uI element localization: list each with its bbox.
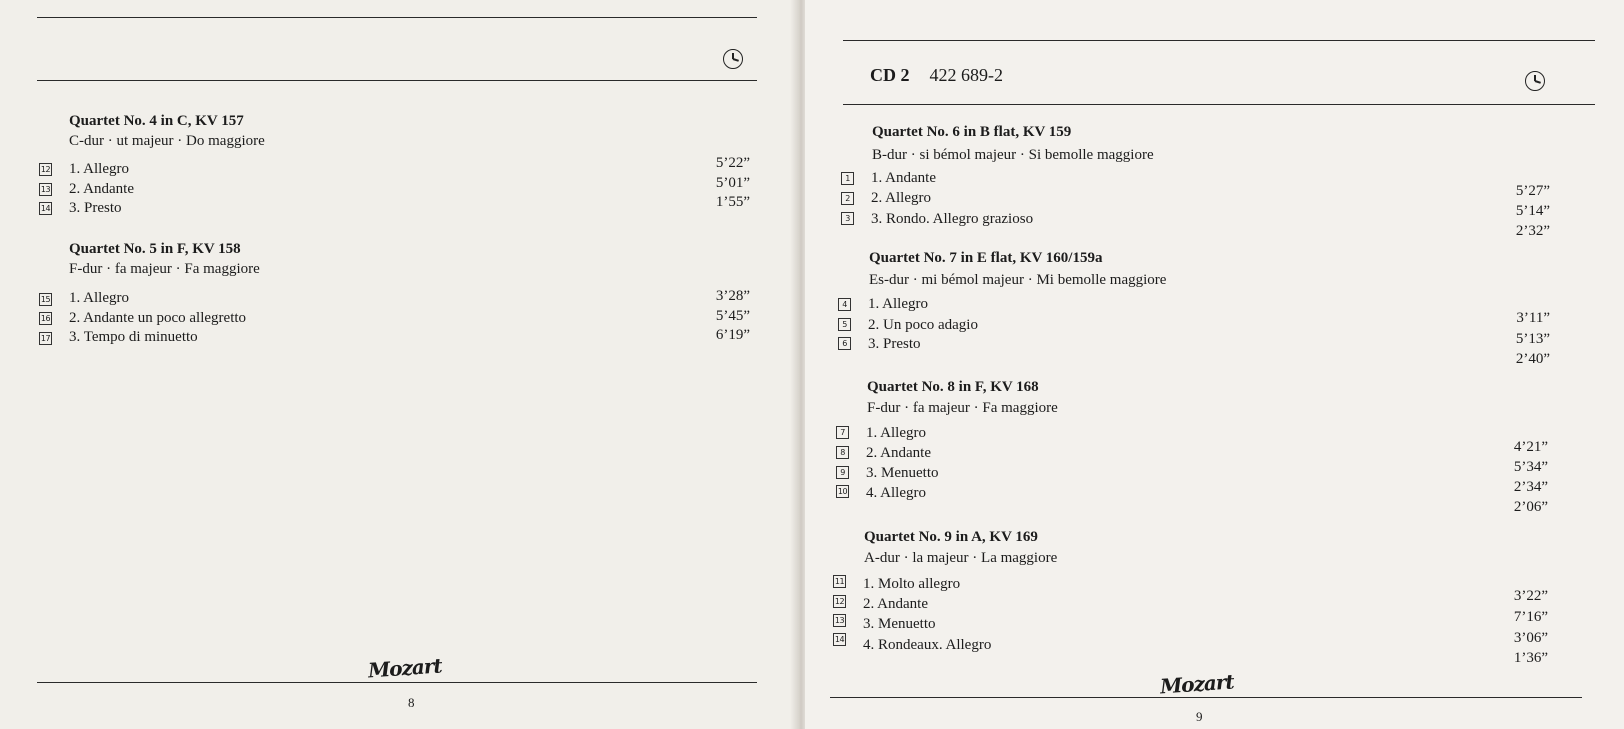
track-title: 4. Rondeaux. Allegro [863, 637, 992, 653]
footer-rule [830, 697, 1582, 698]
track-duration: 6’19” [715, 327, 750, 343]
header-rule [37, 80, 757, 81]
track-duration: 2’32” [1515, 223, 1550, 239]
footer-rule [37, 682, 757, 683]
track-number: 3 [841, 212, 854, 225]
track-duration: 5’27” [1515, 183, 1550, 199]
track-title: 1. Allegro [69, 290, 129, 306]
track-duration: 5’14” [1515, 203, 1550, 219]
track-duration: 3’11” [1516, 310, 1550, 326]
track-title: 1. Allegro [866, 425, 926, 441]
track-title: 2. Andante [866, 445, 931, 461]
quartet-keys: F-dur · fa majeur · Fa maggiore [69, 261, 260, 277]
track-number: 17 [40, 334, 51, 343]
track-number: 9 [836, 466, 849, 479]
track-number: 4 [838, 298, 851, 311]
quartet-title: Quartet No. 5 in F, KV 158 [69, 241, 241, 257]
track-number: 6 [838, 337, 851, 350]
track-title: 2. Allegro [871, 190, 931, 206]
track-title: 1. Allegro [69, 161, 129, 177]
track-title: 1. Allegro [868, 296, 928, 312]
track-number: 2 [841, 192, 854, 205]
page-number: 8 [408, 695, 415, 710]
cd-header [870, 65, 1003, 86]
track-number: 5 [838, 318, 851, 331]
track-title: 2. Andante [69, 181, 134, 197]
track-title: 3. Presto [69, 200, 122, 216]
track-duration: 5’34” [1513, 459, 1548, 475]
track-number: 15 [40, 295, 51, 304]
track-duration: 4’21” [1513, 439, 1548, 455]
track-title: 3. Tempo di minuetto [69, 329, 198, 345]
mozart-signature: Mozart [367, 653, 443, 683]
track-duration: 5’13” [1515, 331, 1550, 347]
catalog-number: 422 689-2 [929, 65, 1003, 85]
track-number: 16 [40, 314, 51, 323]
track-duration: 3’22” [1513, 588, 1548, 604]
track-title: 3. Menuetto [863, 616, 936, 632]
top-rule [37, 17, 757, 18]
track-title: 1. Andante [871, 170, 936, 186]
track-title: 2. Un poco adagio [868, 317, 978, 333]
page-number: 9 [1196, 709, 1203, 724]
track-number: 1 [841, 172, 854, 185]
quartet-title: Quartet No. 9 in A, KV 169 [864, 529, 1038, 545]
track-number: 13 [40, 185, 51, 194]
track-number: 12 [834, 597, 845, 606]
cd-label: CD 2 [870, 65, 910, 85]
quartet-keys: Es-dur · mi bémol majeur · Mi bemolle maggiore [869, 272, 1167, 288]
quartet-title: Quartet No. 4 in C, KV 157 [69, 113, 244, 129]
track-number: 11 [834, 577, 845, 586]
track-number: 8 [836, 446, 849, 459]
quartet-keys: F-dur · fa majeur · Fa maggiore [867, 400, 1058, 416]
track-duration: 5’01” [715, 175, 750, 191]
track-title: 4. Allegro [866, 485, 926, 501]
track-duration: 1’36” [1513, 650, 1548, 666]
track-number: 14 [40, 204, 51, 213]
mozart-signature: Mozart [1159, 669, 1235, 699]
quartet-title: Quartet No. 6 in B flat, KV 159 [872, 124, 1072, 140]
track-title: 2. Andante un poco allegretto [69, 310, 247, 326]
track-number: 13 [834, 616, 845, 625]
quartet-title: Quartet No. 7 in E flat, KV 160/159a [869, 250, 1103, 266]
track-title: 3. Menuetto [866, 465, 939, 481]
track-title: 3. Rondo. Allegro grazioso [871, 211, 1034, 227]
track-duration: 2’40” [1515, 351, 1550, 367]
track-duration: 1’55” [715, 194, 750, 210]
quartet-keys: C-dur · ut majeur · Do maggiore [69, 133, 265, 149]
track-duration: 3’06” [1513, 630, 1548, 646]
track-duration: 5’45” [715, 308, 750, 324]
track-duration: 2’34” [1513, 479, 1548, 495]
track-title: 1. Molto allegro [863, 576, 961, 592]
track-number: 10 [837, 487, 848, 496]
track-number: 7 [836, 426, 849, 439]
track-title: 2. Andante [863, 596, 928, 612]
track-duration: 3’28” [715, 288, 750, 304]
quartet-keys: B-dur · si bémol majeur · Si bemolle maggiore [872, 147, 1154, 163]
track-number: 14 [834, 635, 845, 644]
top-rule [843, 40, 1595, 41]
track-duration: 2’06” [1513, 499, 1548, 515]
header-rule [843, 104, 1595, 105]
track-duration: 7’16” [1513, 609, 1548, 625]
quartet-title: Quartet No. 8 in F, KV 168 [867, 379, 1039, 395]
clock-icon [1525, 71, 1545, 91]
clock-icon [723, 49, 743, 69]
track-duration: 5’22” [715, 155, 750, 171]
left-page [0, 0, 795, 729]
quartet-keys: A-dur · la majeur · La maggiore [864, 550, 1058, 566]
right-page [805, 0, 1624, 729]
track-title: 3. Presto [868, 336, 921, 352]
track-number: 12 [40, 165, 51, 174]
